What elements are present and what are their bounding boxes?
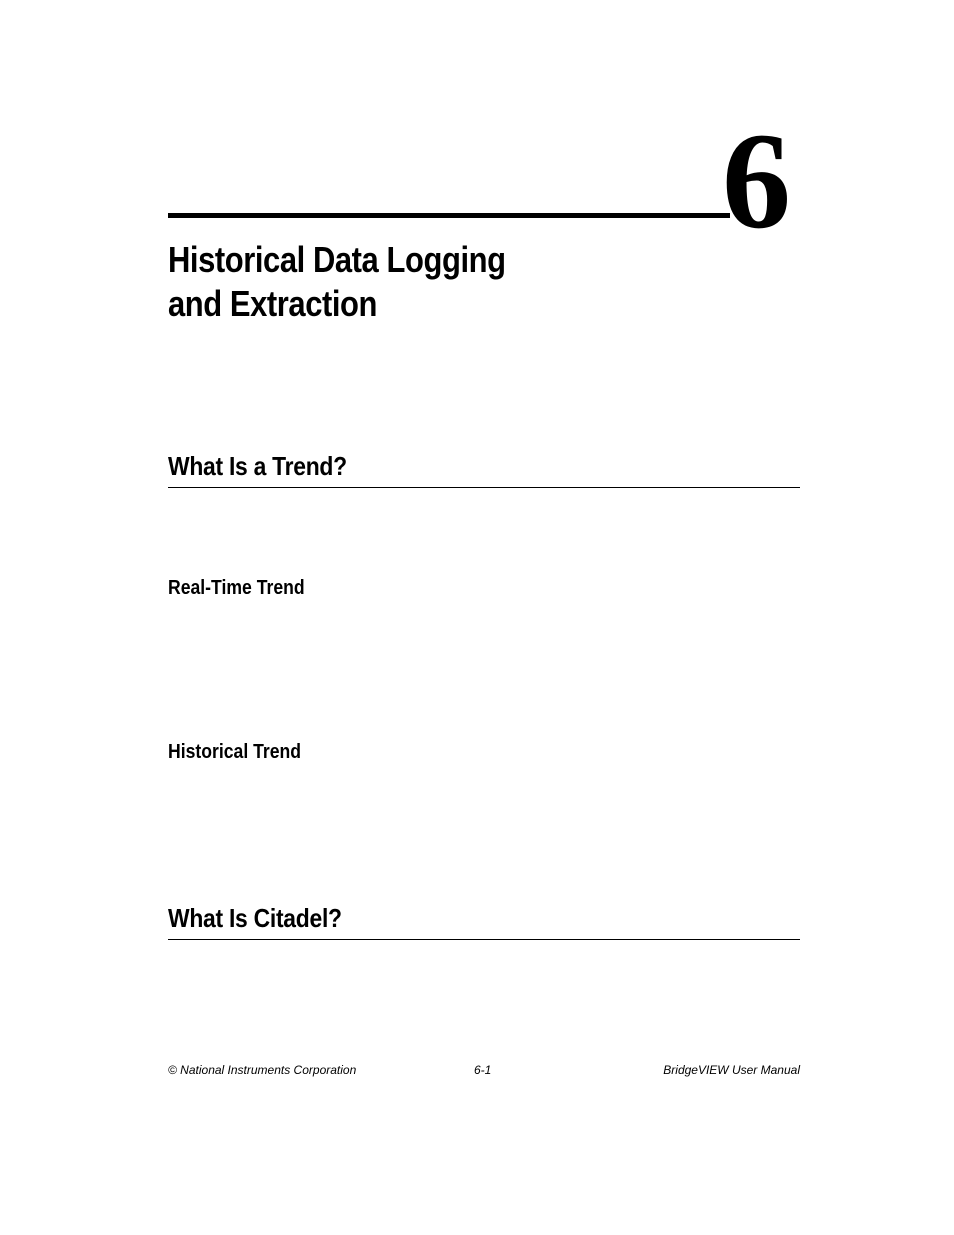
chapter-number: 6	[722, 104, 791, 257]
footer-manual-title: BridgeVIEW User Manual	[663, 1063, 800, 1077]
chapter-title-line-1: Historical Data Logging	[168, 239, 506, 280]
chapter-title-line-2: and Extraction	[168, 283, 378, 324]
subsection-heading-historical-trend: Historical Trend	[168, 741, 302, 763]
section-heading-citadel: What Is Citadel?	[168, 903, 342, 933]
chapter-rule	[168, 213, 730, 218]
section-heading-trend: What Is a Trend?	[168, 451, 347, 481]
subsection-heading-real-time-trend: Real-Time Trend	[168, 577, 305, 599]
footer-page-number: 6-1	[474, 1063, 492, 1077]
footer-copyright: © National Instruments Corporation	[168, 1063, 357, 1077]
section-rule-citadel	[168, 939, 800, 940]
section-rule-trend	[168, 487, 800, 488]
chapter-title	[168, 238, 650, 326]
